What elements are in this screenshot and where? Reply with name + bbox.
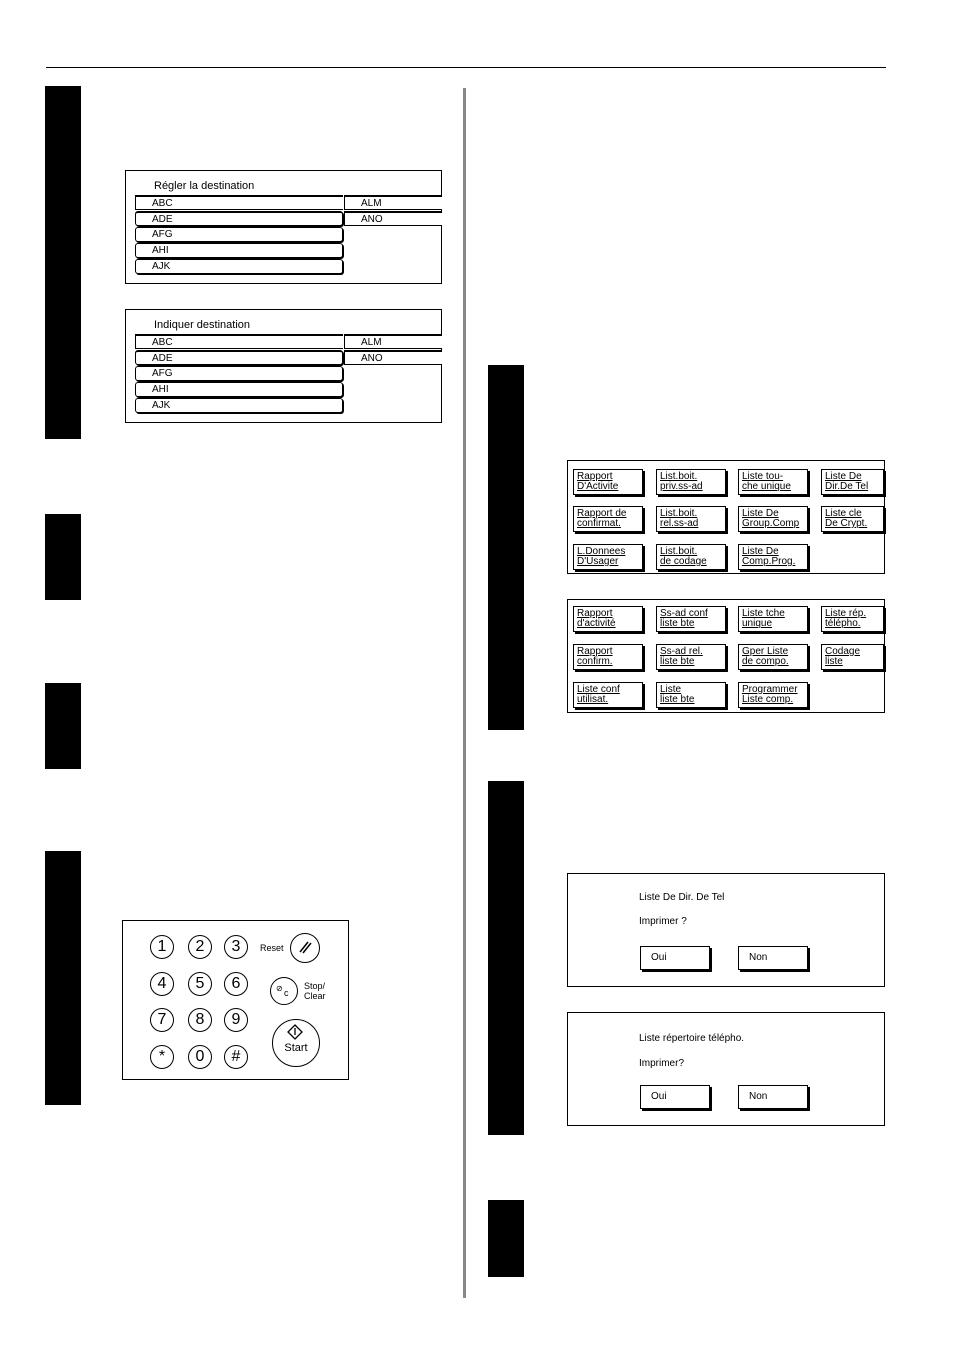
destination-item[interactable]: ADE	[135, 211, 343, 226]
destination-item[interactable]: ANO	[344, 350, 442, 365]
dialog-question: Imprimer ?	[639, 916, 687, 927]
key-asterisk[interactable]: *	[150, 1045, 174, 1069]
svg-text:c: c	[284, 988, 289, 998]
yes-button[interactable]: Oui	[640, 946, 710, 970]
key-4[interactable]: 4	[150, 972, 174, 996]
report-button[interactable]: Liste liste bte	[656, 682, 726, 708]
destination-item[interactable]: ADE	[135, 350, 343, 365]
key-hash[interactable]: #	[224, 1045, 248, 1069]
destination-item[interactable]: ANO	[344, 211, 442, 226]
indicate-destination-panel	[125, 309, 442, 423]
report-button[interactable]: Rapport d'activité	[573, 606, 643, 632]
reset-label: Reset	[260, 943, 284, 953]
step-bar-2	[45, 514, 81, 600]
panel-title: Régler la destination	[154, 180, 255, 192]
report-button[interactable]: Liste De Comp.Prog.	[738, 544, 808, 570]
destination-item[interactable]: AJK	[135, 398, 343, 413]
destination-item[interactable]: AFG	[135, 366, 343, 381]
reset-icon	[292, 934, 318, 960]
set-destination-panel	[125, 170, 442, 284]
report-button[interactable]: Liste cle De Crypt.	[821, 506, 884, 532]
print-dialog-b	[567, 1012, 885, 1126]
report-button[interactable]: Liste tou- che unique	[738, 469, 808, 495]
step-bar-1	[45, 86, 81, 439]
key-8[interactable]: 8	[188, 1008, 212, 1032]
step-bar-6	[488, 781, 524, 1135]
reset-button[interactable]	[290, 933, 320, 963]
report-button[interactable]: Liste tche unique	[738, 606, 808, 632]
key-7[interactable]: 7	[150, 1008, 174, 1032]
column-divider	[463, 88, 466, 1298]
stop-clear-button[interactable]	[270, 977, 298, 1005]
start-label: Start	[284, 1042, 308, 1054]
key-6[interactable]: 6	[224, 972, 248, 996]
key-5[interactable]: 5	[188, 972, 212, 996]
report-button[interactable]: List.boit. priv.ss-ad	[656, 469, 726, 495]
stop-clear-label: Stop/ Clear	[304, 981, 326, 1001]
key-3[interactable]: 3	[224, 935, 248, 959]
destination-item[interactable]: ABC	[135, 195, 343, 210]
start-button[interactable]	[272, 1019, 320, 1067]
report-button[interactable]: Codage liste	[821, 644, 884, 670]
step-bar-7	[488, 1200, 524, 1277]
destination-item[interactable]: AFG	[135, 227, 343, 242]
report-button[interactable]: Rapport confirm.	[573, 644, 643, 670]
svg-text:⊘: ⊘	[276, 984, 283, 993]
report-button[interactable]: List.boit. rel.ss-ad	[656, 506, 726, 532]
destination-item[interactable]: AHI	[135, 382, 343, 397]
panel-title: Indiquer destination	[154, 319, 251, 331]
print-dialog-a	[567, 873, 885, 987]
destination-item[interactable]: AHI	[135, 243, 343, 258]
report-button[interactable]: Ss-ad conf liste bte	[656, 606, 726, 632]
report-button[interactable]: Liste De Group.Comp	[738, 506, 808, 532]
operation-keypad	[122, 920, 349, 1080]
no-button[interactable]: Non	[738, 1085, 808, 1109]
dialog-question: Imprimer?	[639, 1058, 685, 1069]
report-menu-a	[567, 460, 885, 574]
report-button[interactable]: List.boit. de codage	[656, 544, 726, 570]
report-button[interactable]: Ss-ad rel. liste bte	[656, 644, 726, 670]
destination-item[interactable]: ABC	[135, 334, 343, 349]
no-button[interactable]: Non	[738, 946, 808, 970]
top-rule	[46, 67, 886, 68]
step-bar-3	[45, 683, 81, 769]
report-button[interactable]: Rapport D'Activite	[573, 469, 643, 495]
report-button[interactable]: Liste conf utilisat.	[573, 682, 643, 708]
destination-item[interactable]: ALM	[344, 334, 442, 349]
step-bar-5	[488, 365, 524, 730]
key-9[interactable]: 9	[224, 1008, 248, 1032]
start-icon	[273, 1020, 317, 1042]
report-button[interactable]: Liste rép. télépho.	[821, 606, 884, 632]
report-button[interactable]: Programmer Liste comp.	[738, 682, 808, 708]
report-button[interactable]: Gper Liste de compo.	[738, 644, 808, 670]
step-bar-4	[45, 851, 81, 1105]
report-menu-b	[567, 599, 885, 713]
dialog-title: Liste De Dir. De Tel	[639, 892, 725, 903]
destination-item[interactable]: ALM	[344, 195, 442, 210]
yes-button[interactable]: Oui	[640, 1085, 710, 1109]
key-2[interactable]: 2	[188, 935, 212, 959]
dialog-title: Liste répertoire télépho.	[639, 1033, 745, 1044]
stop-clear-icon	[272, 978, 296, 1002]
report-button[interactable]: Liste De Dir.De Tel	[821, 469, 884, 495]
key-1[interactable]: 1	[150, 935, 174, 959]
report-button[interactable]: L.Donnees D'Usager	[573, 544, 643, 570]
destination-item[interactable]: AJK	[135, 259, 343, 274]
key-0[interactable]: 0	[188, 1045, 212, 1069]
report-button[interactable]: Rapport de confirmat.	[573, 506, 643, 532]
